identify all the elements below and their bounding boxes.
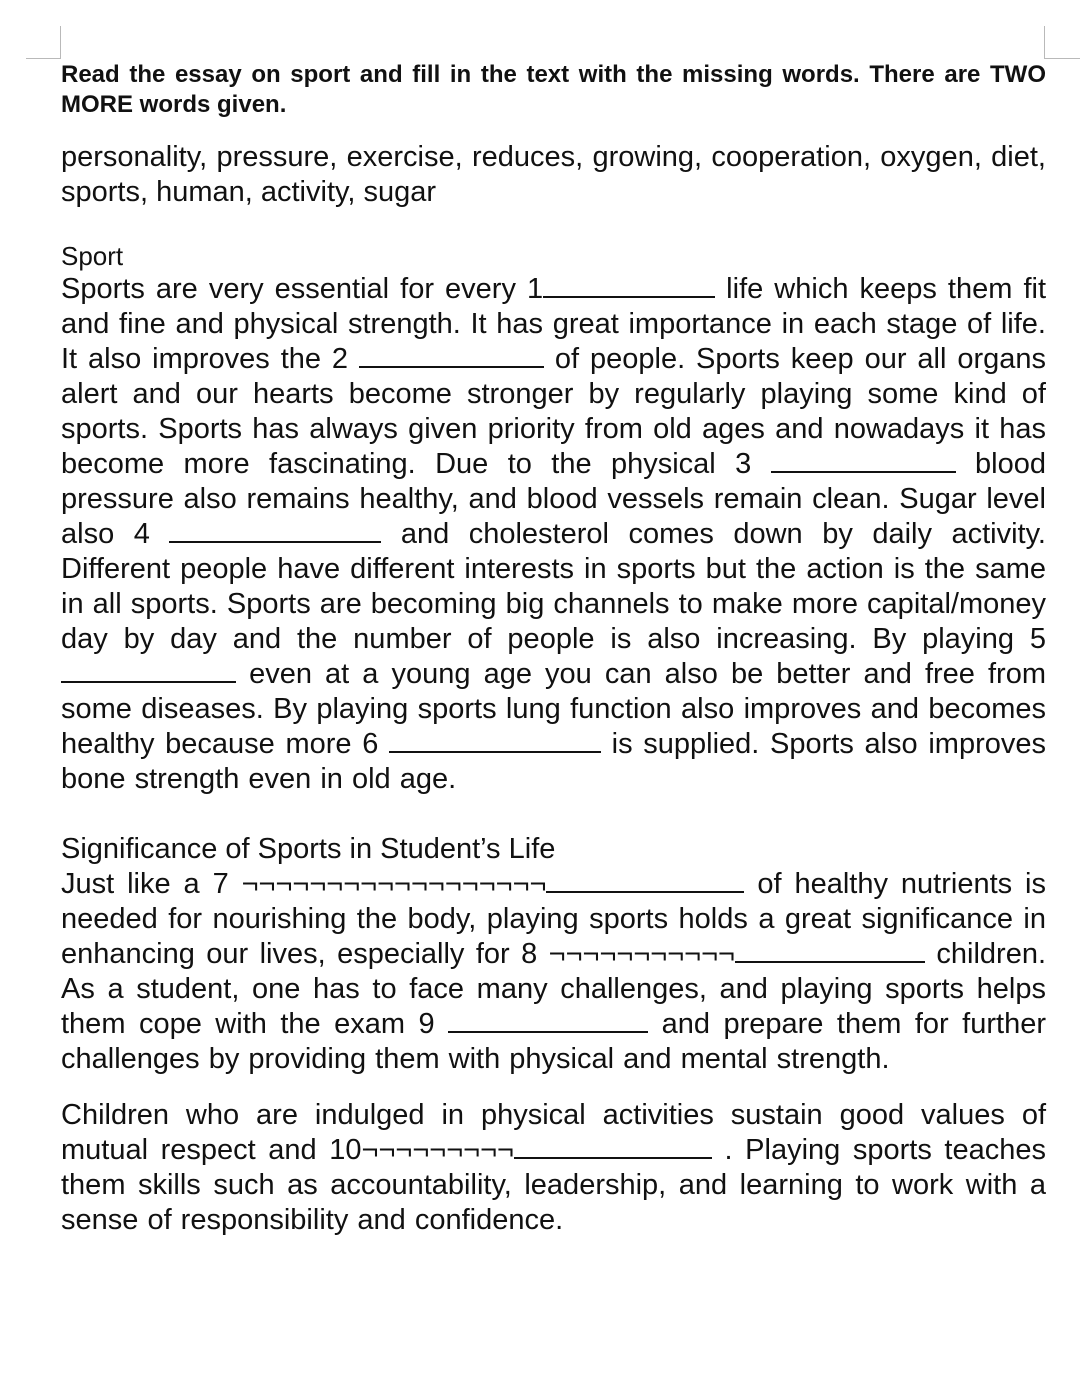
blank-8 xyxy=(735,937,925,963)
blank-3 xyxy=(771,447,956,473)
blank-9 xyxy=(448,1007,648,1033)
significance-text-2: of healthy nutrients is needed for nourishing the body, playing sports holds a great significance in enhancing our lives, especially for 8 ¬¬¬¬¬¬¬¬¬¬¬ xyxy=(61,868,1046,970)
sport-text-4: blood pressure also remains healthy, and blood vessels remain clean. Sugar level also 4 xyxy=(61,448,1047,550)
sport-text-3: of people. Sports keep our all organs alert and our hearts become stronger by regularly playing some kind of sports. Sports has always given priority from old ages and nowadays it has become more fascinating. Due to the physical 3 xyxy=(61,343,1046,480)
document-page xyxy=(61,60,1046,1238)
blank-5 xyxy=(61,657,236,683)
blank-7 xyxy=(546,867,744,893)
sport-text-2: life which keeps them fit and fine and physical strength. It has great importance in each stage of life. It also improves the 2 xyxy=(61,273,1046,375)
page-corner-mark-top-left xyxy=(26,26,61,59)
sport-text-1: Sports are very essential for every 1 xyxy=(61,273,544,305)
children-text-1: Children who are indulged in physical activities sustain good values of mutual respect and 10¬¬¬¬¬¬¬¬¬ xyxy=(61,1099,1046,1166)
blank-1 xyxy=(543,272,715,298)
section-heading-significance: Significance of Sports in Student’s Life xyxy=(61,833,556,865)
instructions: Read the essay on sport and fill in the text with the missing words. There are TWO MORE words given. xyxy=(61,61,1046,118)
children-text-2: . Playing sports teaches them skills such as accountability, leadership, and learning to work with a sense of responsibility and confidence. xyxy=(61,1134,1046,1236)
sport-paragraph xyxy=(61,272,1046,797)
blank-10 xyxy=(514,1133,712,1159)
significance-text-3: children. As a student, one has to face many challenges, and playing sports helps them cope with the exam 9 xyxy=(61,938,1047,1040)
significance-paragraph xyxy=(61,867,1046,1077)
blank-6 xyxy=(389,727,601,753)
children-paragraph xyxy=(61,1098,1046,1238)
sport-text-6: even at a young age you can also be better and free from some diseases. By playing sports lung function also improves and becomes healthy because more 6 xyxy=(61,658,1046,760)
significance-text-1: Just like a 7 ¬¬¬¬¬¬¬¬¬¬¬¬¬¬¬¬¬¬ xyxy=(61,868,547,900)
significance-text-4: and prepare them for further challenges by providing them with physical and mental strength. xyxy=(61,1008,1046,1075)
blank-4 xyxy=(169,517,381,543)
page-corner-mark-top-right xyxy=(1044,26,1080,59)
blank-2 xyxy=(359,342,544,368)
section-heading-sport: Sport xyxy=(61,241,124,271)
sport-text-5: and cholesterol comes down by daily activity. Different people have different interests in sports but the action is the same in all sports. Sports are becoming big channels to make more capital/money day by day and the number of people is also increasing. By playing 5 xyxy=(61,518,1046,655)
word-bank: personality, pressure, exercise, reduces, growing, cooperation, oxygen, diet, sports, human, activity, sugar xyxy=(61,141,1046,208)
sport-text-7: is supplied. Sports also improves bone strength even in old age. xyxy=(61,728,1046,795)
